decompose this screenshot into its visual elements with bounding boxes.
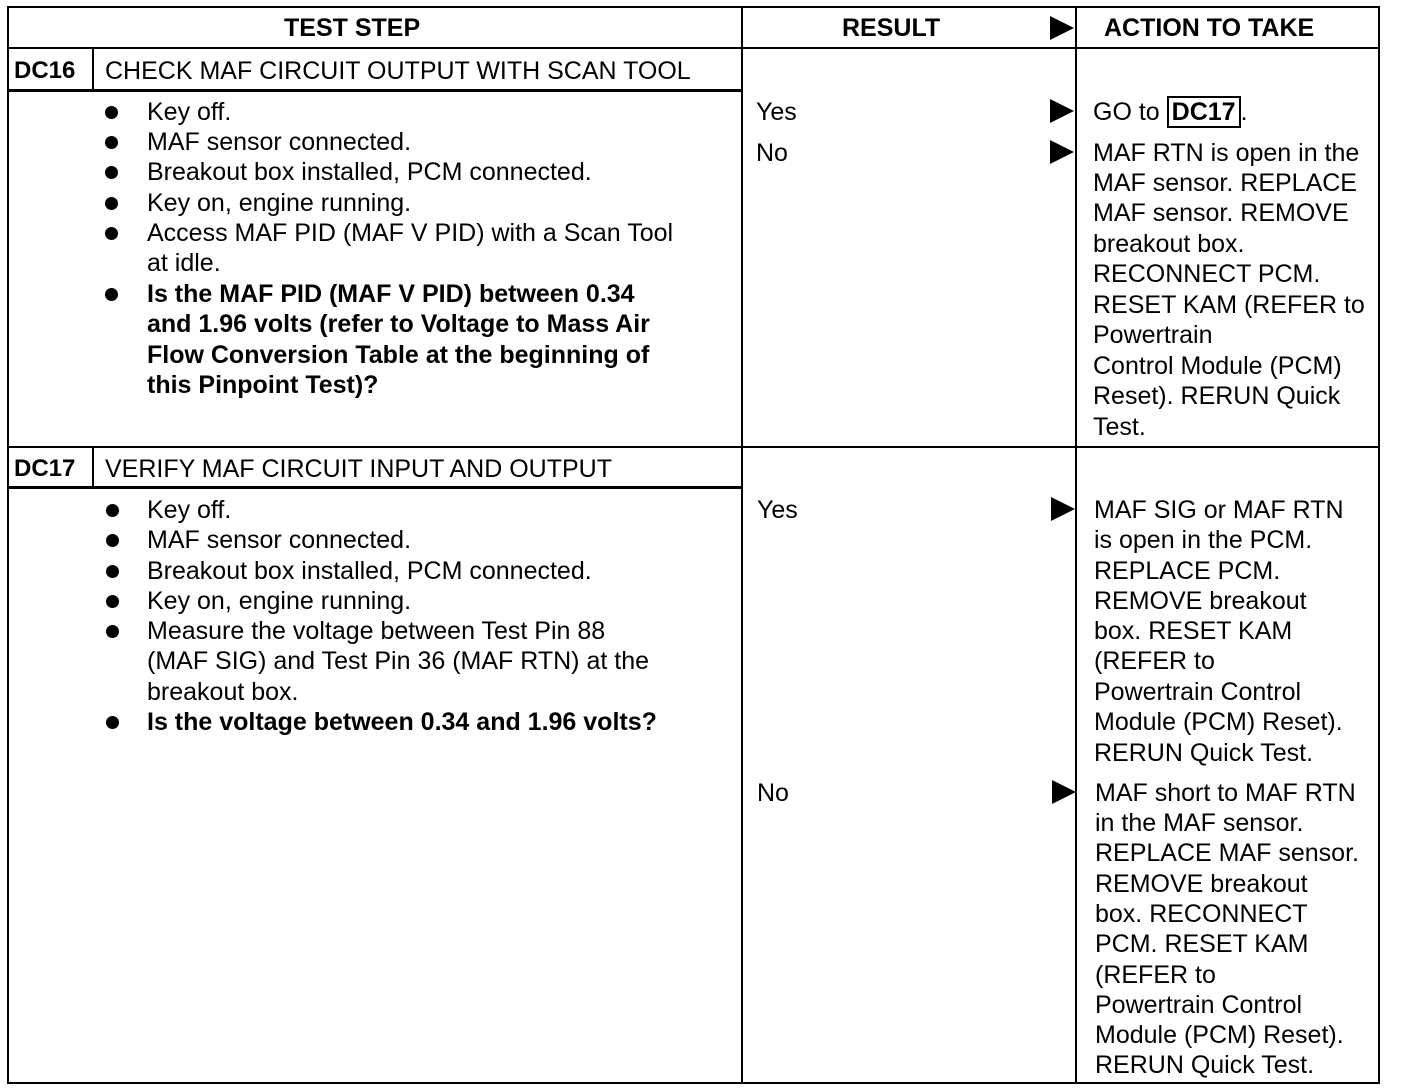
bullet-icon (105, 166, 118, 179)
dc17-action-yes-line-5: box. RESET KAM (1094, 617, 1293, 645)
dc16-id-divider (92, 49, 94, 91)
right-border (1378, 6, 1380, 1084)
dc16-bullet-6-line-4: this Pinpoint Test)? (147, 371, 379, 399)
dc17-result-no: No (757, 779, 789, 807)
dc16-bullet-5-line-2: at idle. (147, 249, 221, 277)
step-title-dc16: CHECK MAF CIRCUIT OUTPUT WITH SCAN TOOL (105, 57, 691, 85)
dc16-bullet-1: Key off. (147, 98, 232, 126)
dc17-action-yes-line-9: RERUN Quick Test. (1094, 739, 1314, 767)
dc17-action-no-line-1: MAF short to MAF RTN (1095, 779, 1356, 807)
dc16-action-no-line-2: MAF sensor. REPLACE (1093, 169, 1357, 197)
step-id-dc17: DC17 (14, 455, 76, 482)
bullet-icon (105, 288, 118, 301)
dc17-id-divider (92, 448, 94, 488)
dc16-bullet-3: Breakout box installed, PCM connected. (147, 158, 592, 186)
dc16-action-no-line-5: RECONNECT PCM. (1093, 260, 1321, 288)
dc17-action-no-line-2: in the MAF sensor. (1095, 809, 1304, 837)
dc17-bullet-1: Key off. (147, 496, 232, 524)
dc17-action-yes-line-6: (REFER to (1094, 647, 1215, 675)
dc17-action-yes-line-8: Module (PCM) Reset). (1094, 708, 1343, 736)
bullet-icon (105, 106, 118, 119)
col-divider-result-action (1075, 6, 1077, 1084)
dc17-bullet-2: MAF sensor connected. (147, 526, 412, 554)
bullet-icon (106, 716, 119, 729)
dc17-bullet-4: Key on, engine running. (147, 587, 412, 615)
dc17-action-yes-line-1: MAF SIG or MAF RTN (1094, 496, 1344, 524)
dc17-action-yes-line-7: Powertrain Control (1094, 678, 1302, 706)
bullet-icon (106, 595, 119, 608)
dc17-action-yes-line-3: REPLACE PCM. (1094, 557, 1281, 585)
dc16-bullet-5-line-1: Access MAF PID (MAF V PID) with a Scan Tool (147, 219, 674, 247)
dc16-action-yes (1093, 97, 1248, 127)
dc16-action-yes-prefix: GO to (1093, 98, 1167, 126)
dc17-action-yes-line-4: REMOVE breakout (1094, 587, 1307, 615)
dc17-no-arrow-icon (1052, 780, 1076, 804)
header-bottom-rule (7, 47, 1379, 49)
col-divider-step-result (741, 6, 743, 1084)
dc16-action-no-line-4: breakout box. (1093, 230, 1245, 258)
dc16-action-no-line-10: Test. (1093, 413, 1146, 441)
dc16-bullet-6-line-2: and 1.96 volts (refer to Voltage to Mass Air (147, 310, 650, 338)
top-border (7, 6, 1379, 8)
dc16-bullet-6-line-1: Is the MAF PID (MAF V PID) between 0.34 (147, 280, 635, 308)
dc16-action-no-line-1: MAF RTN is open in the (1093, 139, 1360, 167)
bullet-icon (105, 197, 118, 210)
bullet-icon (106, 534, 119, 547)
dc17-reference-link[interactable]: DC17 (1167, 96, 1241, 128)
dc16-action-no-line-3: MAF sensor. REMOVE (1093, 199, 1349, 227)
dc17-bullet-3: Breakout box installed, PCM connected. (147, 557, 592, 585)
dc16-no-arrow-icon (1050, 140, 1074, 164)
dc17-action-no-line-4: REMOVE breakout (1095, 870, 1308, 898)
header-action: ACTION TO TAKE (1104, 14, 1315, 42)
dc16-action-no-line-9: Reset). RERUN Quick (1093, 382, 1341, 410)
bullet-icon (105, 227, 118, 240)
dc17-bullet-5-line-3: breakout box. (147, 678, 299, 706)
dc17-action-no-line-7: (REFER to (1095, 961, 1216, 989)
step-title-dc17: VERIFY MAF CIRCUIT INPUT AND OUTPUT (105, 455, 612, 483)
dc16-title-underline (7, 89, 742, 92)
row-divider-dc16-dc17 (7, 446, 1379, 448)
dc17-action-no-line-3: REPLACE MAF sensor. (1095, 839, 1359, 867)
dc17-action-no-line-9: Module (PCM) Reset). (1095, 1021, 1344, 1049)
dc17-result-yes: Yes (757, 496, 798, 524)
header-result: RESULT (842, 14, 941, 42)
dc17-bullet-6: Is the voltage between 0.34 and 1.96 volts? (147, 708, 657, 736)
dc17-title-underline (7, 486, 742, 489)
step-id-dc16: DC16 (14, 57, 76, 84)
dc17-bullet-5-line-2: (MAF SIG) and Test Pin 36 (MAF RTN) at the (147, 647, 650, 675)
dc16-action-no-line-7: Powertrain (1093, 321, 1213, 349)
bullet-icon (106, 625, 119, 638)
dc17-action-no-line-6: PCM. RESET KAM (1095, 930, 1309, 958)
dc17-action-no-line-8: Powertrain Control (1095, 991, 1303, 1019)
bullet-icon (106, 504, 119, 517)
dc17-yes-arrow-icon (1051, 497, 1075, 521)
dc16-action-no-line-6: RESET KAM (REFER to (1093, 291, 1365, 319)
dc16-action-yes-suffix: . (1240, 98, 1248, 126)
dc16-result-yes: Yes (756, 98, 797, 126)
bottom-border (7, 1082, 1380, 1084)
dc16-bullet-2: MAF sensor connected. (147, 128, 412, 156)
header-test-step: TEST STEP (284, 14, 421, 42)
dc17-action-no-line-10: RERUN Quick Test. (1095, 1051, 1315, 1079)
bullet-icon (105, 136, 118, 149)
left-border (7, 6, 9, 1084)
dc17-bullet-5-line-1: Measure the voltage between Test Pin 88 (147, 617, 606, 645)
bullet-icon (106, 565, 119, 578)
dc16-bullet-6-line-3: Flow Conversion Table at the beginning of (147, 341, 650, 369)
dc17-action-no-line-5: box. RECONNECT (1095, 900, 1308, 928)
dc16-result-no: No (756, 139, 788, 167)
dc17-action-yes-line-2: is open in the PCM. (1094, 526, 1313, 554)
dc16-action-no-line-8: Control Module (PCM) (1093, 352, 1342, 380)
dc16-bullet-4: Key on, engine running. (147, 189, 412, 217)
dc16-yes-arrow-icon (1050, 99, 1074, 123)
header-arrow-icon (1050, 16, 1074, 40)
